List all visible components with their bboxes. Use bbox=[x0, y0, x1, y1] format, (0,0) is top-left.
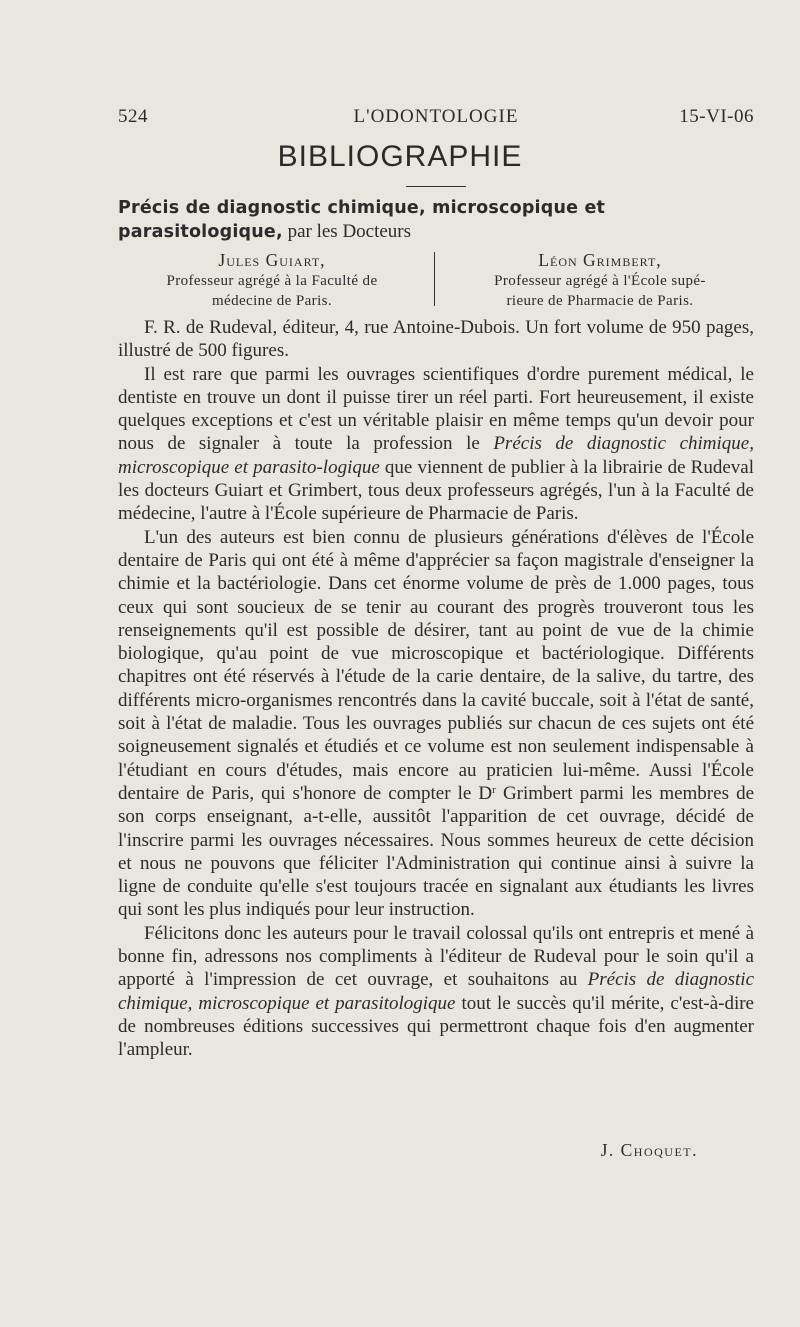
book-byline: par les Docteurs bbox=[287, 221, 412, 242]
paragraph-text: que viennent de publier à la librairie de Rudeval les docteurs Guiart et Grimbert, tous deux professeurs agrégés, l'un à la Faculté de médecine, l'autre à l'École supérieure de Pharmacie de Paris. bbox=[118, 456, 754, 525]
paragraph-text: Grimbert parmi les membres de son corps enseignant, a-t-elle, aussitôt l'apparition de cet ouvrage, décidé de l'inscrire parmi les ouvrages nécessaires. Nous sommes heureux de cette décision et nous ne pouvons que féliciter l'Administration qui continue ainsi à suivre la ligne de conduite qu'elle s'est toujours tracée en signalant aux étudiants les livres qui sont les plus indiqués pour leur instruction. bbox=[118, 782, 755, 921]
issue-date: 15-VI-06 bbox=[679, 106, 754, 127]
paragraph bbox=[118, 922, 754, 1062]
superscript: r bbox=[492, 783, 496, 796]
paragraph bbox=[118, 363, 754, 526]
book-title-italic: Précis de diagnostic chimique, microscopique et parasito-logique bbox=[118, 433, 754, 478]
book-reference bbox=[118, 196, 754, 244]
author-affiliation: médecine de Paris. bbox=[211, 293, 333, 309]
paragraph-text: L'un des auteurs est bien connu de plusieurs générations d'élèves de l'École dentaire de Paris qui ont été à même d'apprécier sa façon magistrale d'enseigner la chimie et la bactériologie. Dans cet énorme volume de près de 1.000 pages, tous ceux qui sont soucieux de se tenir au courant des progrès trouveront tous les renseignements qu'il est possible de désirer, tant au point de vue de la chimie biologique, qu'au point de vue microscopique et bactériologique. Différents chapitres ont été réservés à l'étude de la carie dentaire, de la salive, du tartre, des différents micro-organismes rencontrés dans la cavité buccale, soit à l'état de santé, soit à l'état de maladie. Tous les ouvrages publiés sur chacun de ces sujets ont été soigneusement signalés et étudiés et ce volume est non seulement indispensable à l'étudiant en cours d'études, mais encore au praticien lui-même. Aussi l'École dentaire de Paris, qui s'honore de compter le D bbox=[118, 526, 754, 804]
page-number: 524 bbox=[118, 106, 148, 127]
author-grimbert bbox=[446, 250, 754, 311]
author-guiart bbox=[118, 250, 426, 311]
signature: J. Choquet. bbox=[600, 1140, 698, 1160]
journal-title: L'ODONTOLOGIE bbox=[353, 106, 519, 127]
book-title: Précis de diagnostic chimique, microscopique et parasitologique, bbox=[118, 198, 606, 242]
column-divider bbox=[434, 252, 435, 306]
author-name: Jules Guiart, bbox=[218, 250, 326, 270]
title-divider bbox=[406, 186, 466, 187]
authors-block bbox=[118, 250, 754, 310]
author-name: Léon Grimbert, bbox=[538, 250, 662, 270]
paragraph-text: tout le succès qu'il mérite, c'est-à-dire de nombreuses éditions successives qui permettront chaque fois d'en augmenter l'ampleur. bbox=[118, 992, 754, 1061]
paragraph bbox=[118, 526, 754, 922]
book-title-italic: Précis de diagnostic chimique, microscopique et parasitologique bbox=[118, 969, 755, 1014]
paragraph-text: Félicitons donc les auteurs pour le travail colossal qu'ils ont entrepris et mené à bonne fin, adressons nos compliments à l'éditeur de Rudeval pour le soin qu'il a apporté à l'impression de cet ouvrage, et souhaitons au bbox=[118, 922, 754, 991]
article-body bbox=[118, 316, 754, 1062]
author-affiliation: rieure de Pharmacie de Paris. bbox=[506, 293, 694, 309]
author-affiliation: Professeur agrégé à la Faculté de bbox=[166, 273, 378, 289]
author-affiliation: Professeur agrégé à l'École supé- bbox=[494, 273, 706, 289]
paragraph-text: Il est rare que parmi les ouvrages scientifiques d'ordre purement médical, le dentiste en trouve un dont il puisse tirer un réel parti. Fort heureusement, il existe quelques exceptions et c'est un véritable plaisir en même temps qu'un devoir pour nous de signaler à toute la profession le bbox=[118, 363, 754, 455]
section-title: BIBLIOGRAPHIE bbox=[277, 140, 523, 173]
running-header bbox=[118, 106, 754, 136]
publisher-info: F. R. de Rudeval, éditeur, 4, rue Antoine-Dubois. Un fort volume de 950 pages, illustré de 500 figures. bbox=[118, 317, 754, 362]
